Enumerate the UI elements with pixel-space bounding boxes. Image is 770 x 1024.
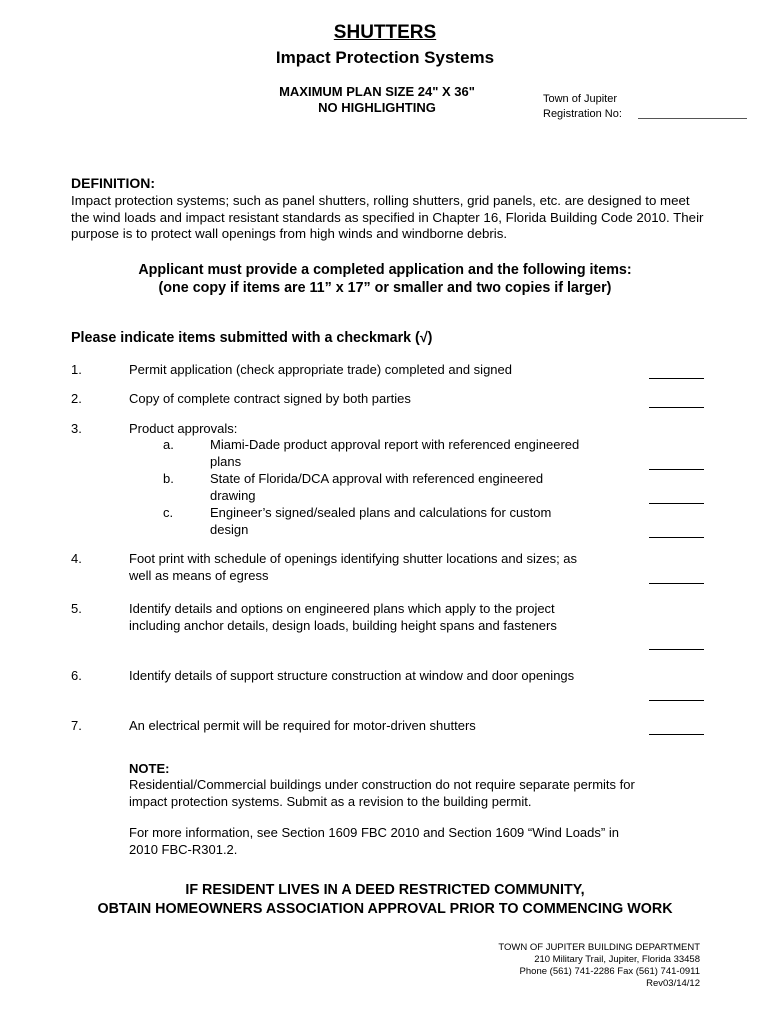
footer-address: 210 Military Trail, Jupiter, Florida 33458 [534,954,700,965]
checklist-item-text: Identify details and options on engineered plans which apply to the project including anchor details, design loads, building height spans and fasteners [129,601,557,633]
registration-block [543,92,622,122]
item-number: 4. [71,551,82,566]
checklist-item-text: Identify details of support structure construction at window and door openings [129,668,575,683]
subitem-letter: a. [163,437,174,452]
item-number: 3. [71,421,82,436]
footer-phone: Phone (561) 741-2286 Fax (561) 741-0911 [519,966,700,977]
plan-size-text: MAXIMUM PLAN SIZE 24" X 36" [279,84,475,99]
subitem-text: State of Florida/DCA approval with referenced engineered drawing [210,471,544,503]
page-subtitle: Impact Protection Systems [275,48,495,67]
footer-contact [498,942,700,990]
subitem-letter: b. [163,471,174,486]
deed-restriction-notice [0,881,770,919]
deed-restriction-line-2: OBTAIN HOMEOWNERS ASSOCIATION APPROVAL PRIOR TO COMMENCING WORK [97,901,673,917]
checklist-item-text: Product approvals: [129,421,238,436]
registration-town: Town of Jupiter [543,93,617,105]
plan-size-notice [0,84,770,116]
checklist-blank-6[interactable] [649,686,704,701]
note-body: Residential/Commercial buildings under construction do not require separate permits for impact protection systems. Submit as a revision to the building permit. [129,777,635,809]
subitem-letter: c. [163,505,174,520]
footer-revision: Rev03/14/12 [646,978,700,989]
more-information: For more information, see Section 1609 FBC 2010 and Section 1609 “Wind Loads” in 2010 FBC-R301.2. [129,825,619,857]
item-number: 2. [71,391,82,406]
definition-body: Impact protection systems; such as panel shutters, rolling shutters, grid panels, etc. are designed to meet the wind loads and impact resistant standards as specified in Chapter 16, Florida Building Code 2010. Their purpose is to protect wall openings from high winds and windborne debris. [71,193,704,241]
deed-restriction-line-1: IF RESIDENT LIVES IN A DEED RESTRICTED COMMUNITY, [185,882,585,898]
applicant-line-1: Applicant must provide a completed application and the following items: [138,262,632,278]
item-number: 5. [71,601,82,616]
checklist-blank-3c[interactable] [649,523,704,538]
applicant-line-2: (one copy if items are 11” x 17” or smaller and two copies if larger) [158,280,612,296]
checklist-item-text: Permit application (check appropriate trade) completed and signed [129,362,512,377]
definition-heading: DEFINITION: [71,175,155,191]
subitem-text: Engineer’s signed/sealed plans and calculations for custom design [210,505,552,537]
checklist-item-text: An electrical permit will be required for motor-driven shutters [129,718,476,733]
note-heading: NOTE: [129,761,170,776]
checklist-item-text: Copy of complete contract signed by both parties [129,391,411,406]
checklist-blank-3b[interactable] [649,489,704,504]
applicant-requirements [0,261,770,297]
item-number: 7. [71,718,82,733]
subitem-text: Miami-Dade product approval report with referenced engineered plans [210,437,580,469]
item-number: 6. [71,668,82,683]
checklist-blank-4[interactable] [649,569,704,584]
checklist-blank-2[interactable] [649,393,704,408]
footer-department: TOWN OF JUPITER BUILDING DEPARTMENT [498,942,700,953]
checklist-heading: Please indicate items submitted with a checkmark (√) [71,330,433,346]
no-highlighting-text: NO HIGHLIGHTING [318,100,436,115]
registration-label: Registration No: [543,108,622,120]
page-title: SHUTTERS [333,22,437,43]
checklist-item-text: Foot print with schedule of openings identifying shutter locations and sizes; as well as means of egress [129,551,578,583]
item-number: 1. [71,362,82,377]
checklist-blank-3a[interactable] [649,455,704,470]
checklist-blank-5[interactable] [649,635,704,650]
checklist-blank-1[interactable] [649,364,704,379]
registration-number-field[interactable] [638,118,747,119]
checklist-blank-7[interactable] [649,720,704,735]
